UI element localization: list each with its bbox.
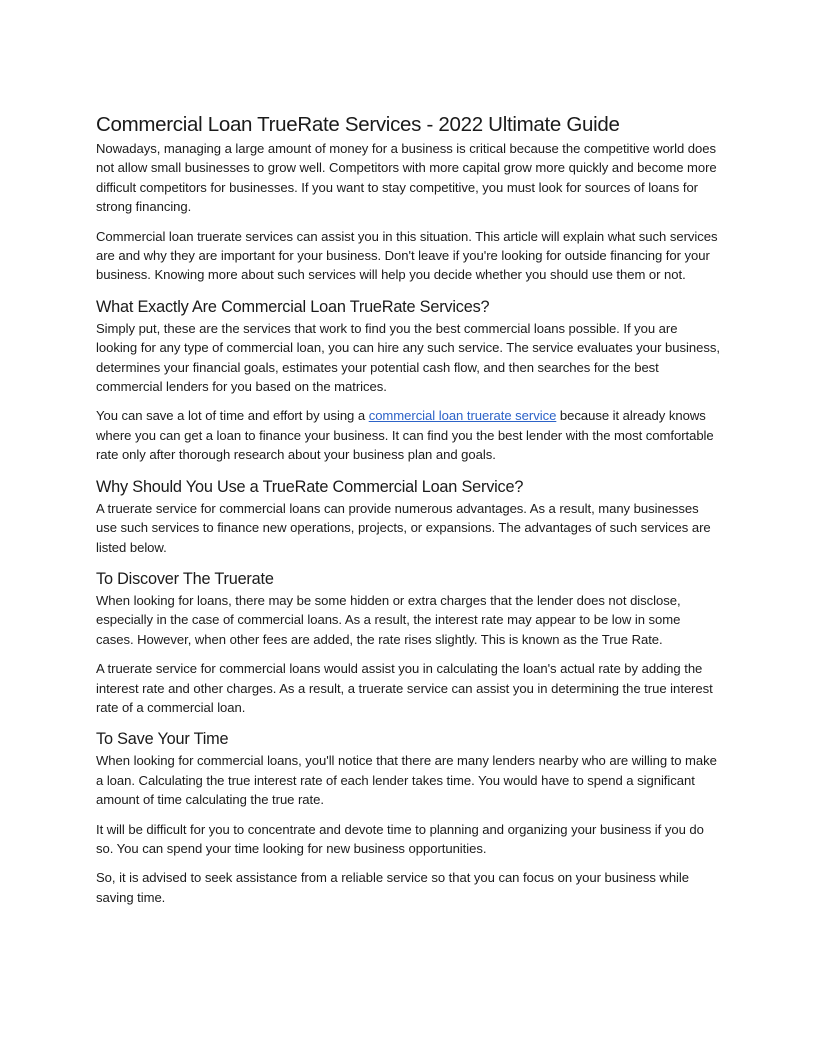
intro-paragraph-1: Nowadays, managing a large amount of money for a business is critical because the competitive world does not allow small businesses to grow well. Competitors with more capital grow more quickly and become more difficult competitors for businesses. If you want to stay competitive, you must look for sources of loans for strong financing.	[96, 141, 717, 215]
discover-paragraph-2: A truerate service for commercial loans would assist you in calculating the loan's actual rate by adding the interest rate and other charges. As a result, a truerate service can assist you in determining the true interest rate of a commercial loan.	[96, 661, 713, 715]
what-paragraph-2-after: because it already knows where you can get a loan to finance your business. It can find you the best lender with the most comfortable rate only after thorough research about your business plan and goals.	[96, 408, 714, 463]
save-time-paragraph-1: When looking for commercial loans, you'll notice that there are many lenders nearby who are willing to make a loan. Calculating the true interest rate of each lender takes time. You would have to spend a significant amount of time calculating the true rate.	[96, 753, 717, 808]
discover-section-heading: To Discover The Truerate	[96, 569, 274, 588]
intro-paragraph-2: Commercial loan truerate services can assist you in this situation. This article will explain what such services are and why they are important for your business. Don't leave if you're looking for outside financing for your business. Knowing more about such services will help you decide whether you should use them or not.	[96, 228, 718, 283]
page-title: Commercial Loan TrueRate Services - 2022 Ultimate Guide	[96, 113, 620, 136]
save-time-paragraph-2: It will be difficult for you to concentrate and devote time to planning and organizing your business if you do so. You can spend your time looking for new business opportunities.	[96, 821, 704, 856]
what-section-heading: What Exactly Are Commercial Loan TrueRate Services?	[96, 297, 490, 316]
commercial-loan-truerate-service-link[interactable]: commercial loan truerate service	[368, 408, 557, 424]
discover-paragraph-1: When looking for loans, there may be some hidden or extra charges that the lender does not disclose, especially in the case of commercial loans. As a result, the interest rate may appear to be low in some cases. However, when other fees are added, the rate rises slightly. This is known as the True Rate.	[96, 592, 681, 647]
what-paragraph-2	[96, 406, 720, 464]
document-page	[96, 112, 720, 917]
save-time-paragraph-3: So, it is advised to seek assistance from a reliable service so that you can focus on your business while saving time.	[96, 870, 689, 905]
why-section-heading: Why Should You Use a TrueRate Commercial Loan Service?	[96, 477, 524, 496]
what-paragraph-1: Simply put, these are the services that work to find you the best commercial loans possible. If you are looking for any type of commercial loan, you can hire any such service. The service evaluates your business, determines your financial goals, estimates your potential cash flow, and then searches for the best commercial lenders for you based on the matrices.	[96, 320, 720, 395]
why-paragraph-1: A truerate service for commercial loans can provide numerous advantages. As a result, many businesses use such services to finance new operations, projects, or expansions. The advantages of such services are listed below.	[96, 500, 711, 555]
save-time-section-heading: To Save Your Time	[96, 730, 229, 749]
what-paragraph-2-before: You can save a lot of time and effort by using a	[96, 408, 369, 424]
